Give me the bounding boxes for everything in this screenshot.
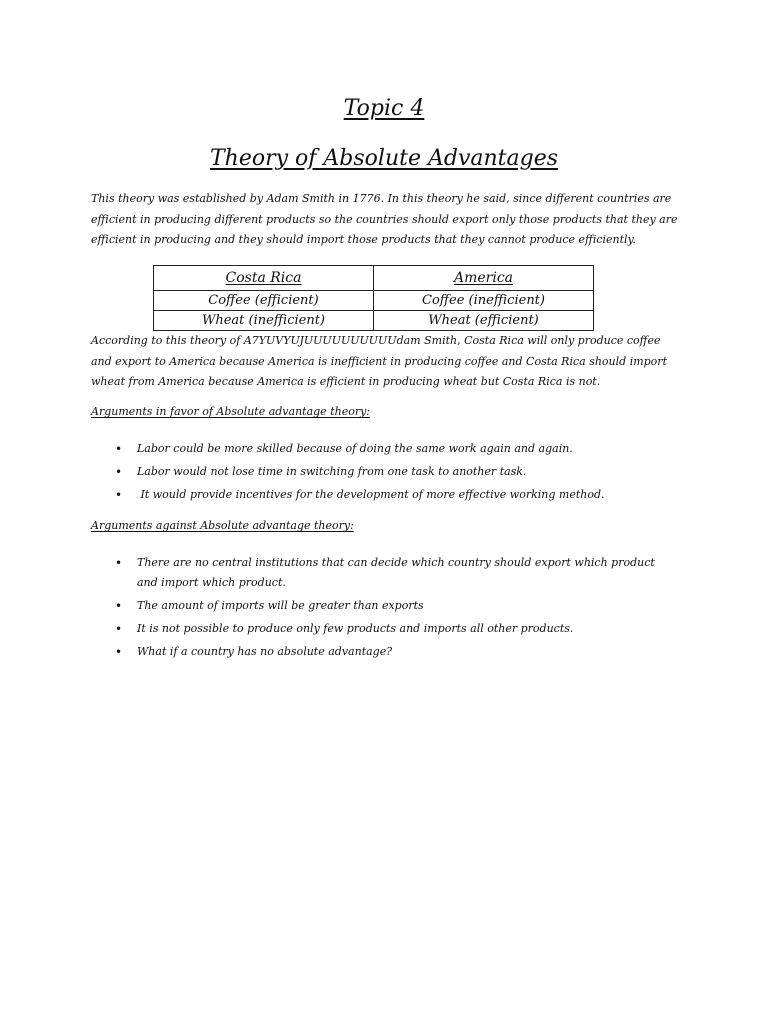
bullet-icon: • — [115, 599, 123, 613]
topic-heading: Topic 4 — [343, 96, 425, 121]
bullet-icon: • — [115, 556, 123, 570]
list-item-text: What if a country has no absolute advantage? — [137, 645, 393, 658]
list-item-text: Labor could be more skilled because of doing the same work again and again. — [137, 442, 573, 455]
list-item-text: It would provide incentives for the development of more effective working method. — [137, 488, 605, 501]
list-item — [0, 485, 657, 505]
explanation-paragraph: According to this theory of A7YUVYUJUUUUUUUUUUdam Smith, Costa Rica will only produce coffee and export to America because America is inefficient in producing coffee and Costa Rica should import wheat from America because America is efficient in producing wheat but Costa Rica is not. — [91, 334, 667, 388]
bullet-icon: • — [115, 465, 123, 479]
list-item — [0, 439, 657, 459]
list-item-text: The amount of imports will be greater than exports — [137, 599, 424, 612]
against-list — [0, 553, 657, 665]
list-item — [0, 462, 657, 482]
list-item — [0, 619, 657, 639]
bullet-icon: • — [115, 442, 123, 456]
list-item — [0, 596, 657, 616]
bullet-icon: • — [115, 488, 123, 502]
intro-paragraph: This theory was established by Adam Smith in 1776. In this theory he said, since different countries are efficient in producing different products so the countries should export only those products that they are efficient in producing and they should import those products that they cannot produce efficiently. — [91, 192, 678, 246]
comparison-table — [153, 265, 594, 331]
list-item — [0, 553, 657, 593]
page-title: Theory of Absolute Advantages — [209, 146, 559, 171]
table-cell: Coffee (inefficient) — [374, 291, 594, 311]
list-item-text: It is not possible to produce only few products and imports all other products. — [137, 622, 574, 635]
bullet-icon: • — [115, 622, 123, 636]
list-item-text: Labor would not lose time in switching from one task to another task. — [137, 465, 527, 478]
table-header-cell: America — [374, 266, 594, 291]
table-row — [154, 291, 594, 311]
favor-list — [0, 439, 657, 508]
table-cell: Coffee (efficient) — [154, 291, 374, 311]
list-item-text: There are no central institutions that can decide which country should export which product and import which product. — [137, 556, 655, 589]
table-cell: Wheat (efficient) — [374, 311, 594, 331]
table-cell: Wheat (inefficient) — [154, 311, 374, 331]
list-item — [0, 642, 657, 662]
table-row — [154, 311, 594, 331]
against-heading: Arguments against Absolute advantage theory: — [91, 519, 354, 532]
table-header-row — [154, 266, 594, 291]
table-header-cell: Costa Rica — [154, 266, 374, 291]
bullet-icon: • — [115, 645, 123, 659]
favor-heading: Arguments in favor of Absolute advantage theory: — [91, 405, 371, 418]
